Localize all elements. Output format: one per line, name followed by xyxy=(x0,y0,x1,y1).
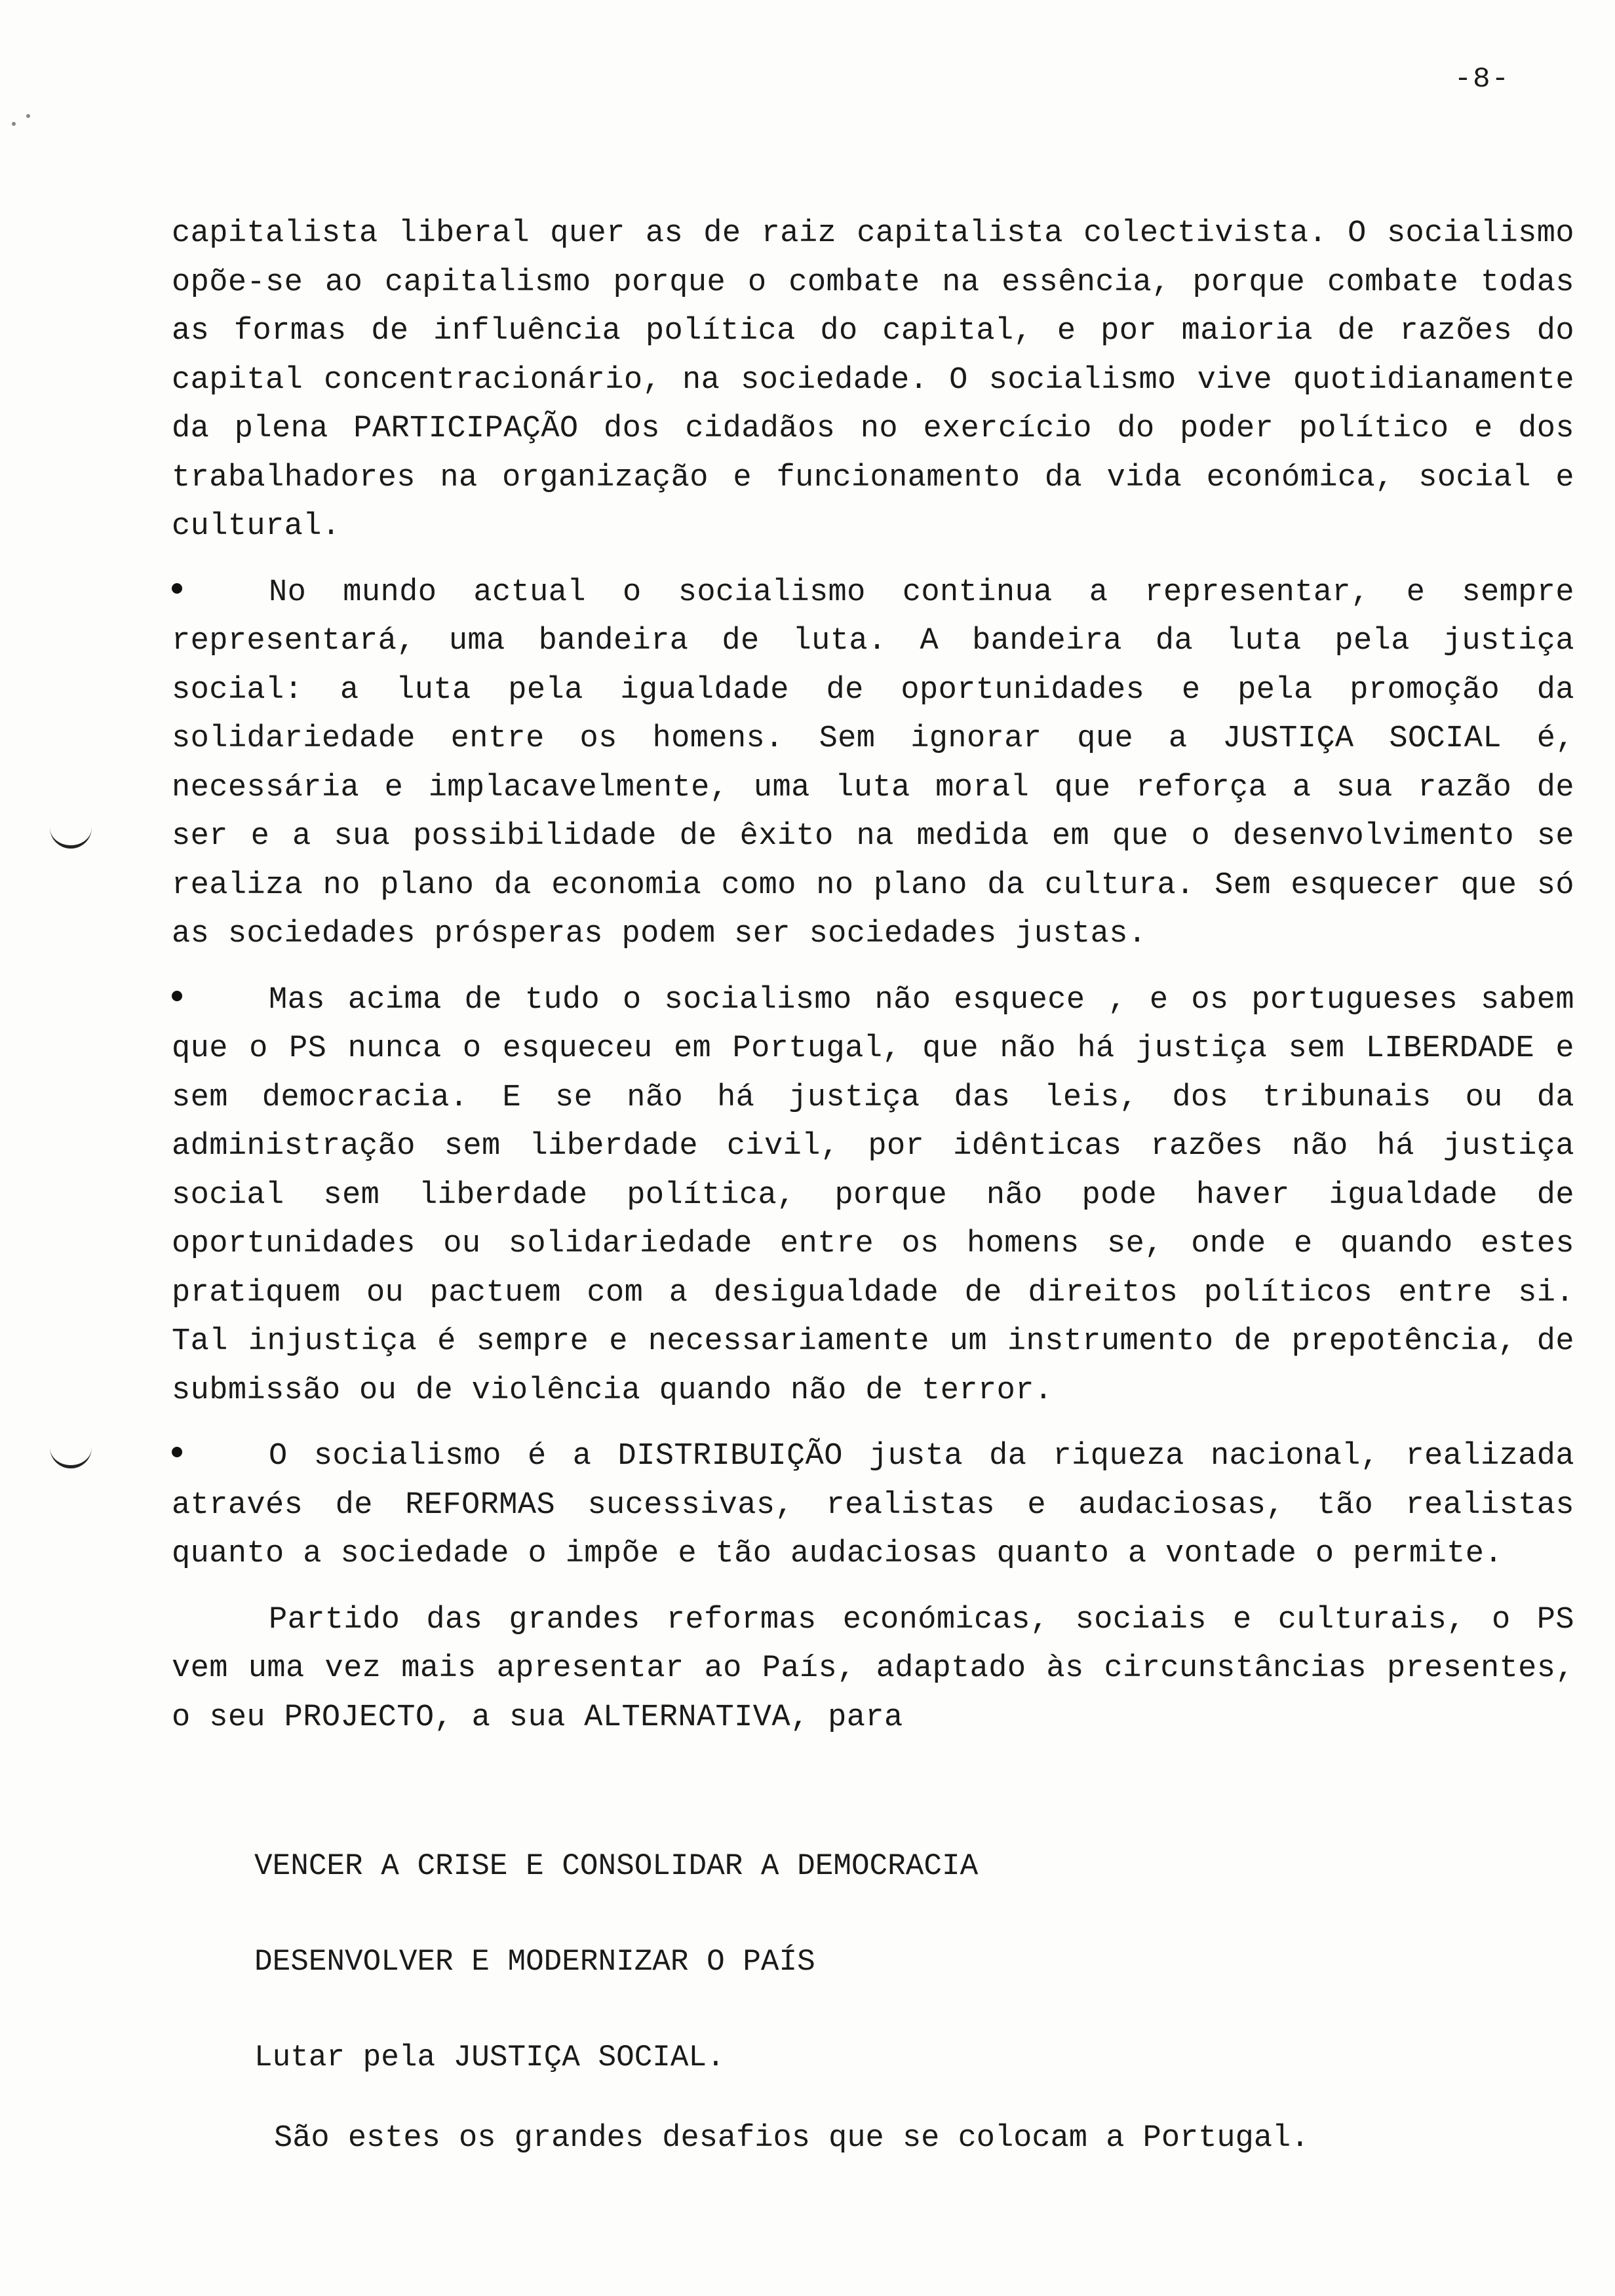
paragraph-4 xyxy=(172,1432,1574,1579)
margin-bracket-icon xyxy=(50,1442,92,1468)
closing-sentence: São estes os grandes desafios que se colocam a Portugal. xyxy=(274,2121,1310,2156)
scan-speck-icon xyxy=(26,114,30,118)
headings-list xyxy=(254,1840,1500,2127)
bullet-icon xyxy=(172,991,182,1001)
scan-speck-icon xyxy=(12,122,16,126)
body-text xyxy=(172,210,1574,1742)
heading-2: DESENVOLVER E MODERNIZAR O PAÍS xyxy=(254,1945,815,1979)
paragraph-3-text: Mas acima de tudo o socialismo não esquece , e os portugueses sabem que o PS nunca o esqueceu em Portugal, que não há justiça sem LIBERDADE e sem democracia. E se não há justiça das leis, dos tribunais ou da administração sem liberdade civil, por idênticas razões não há justiça social sem liberdade política, porque não pode haver igualdade de oportunidades ou solidariedade entre os homens se, onde e quando estes pratiquem ou pactuem com a desigualdade de direitos políticos entre si. Tal injustiça é sempre e necessariamente um instrumento de prepotência, de submissão ou de violência quando não de terror. xyxy=(172,982,1574,1408)
bullet-icon xyxy=(172,1447,182,1457)
paragraph-5: Partido das grandes reformas económicas, sociais e culturais, o PS vem uma vez mais apresentar ao País, adaptado às circunstâncias presentes, o seu PROJECTO, a sua ALTERNATIVA, para xyxy=(172,1602,1574,1735)
heading-1: VENCER A CRISE E CONSOLIDAR A DEMOCRACIA xyxy=(254,1849,979,1883)
paragraph-2 xyxy=(172,569,1574,959)
paragraph-2-text: No mundo actual o socialismo continua a representar, e sempre representará, uma bandeira de luta. A bandeira da luta pela justiça social: a luta pela igualdade de oportunidades e pela promoção da solidariedade entre os homens. Sem ignorar que a JUSTIÇA SOCIAL é, necessária e implacavelmente, uma luta moral que reforça a sua razão de ser e a sua possibilidade de êxito na medida em que o desenvolvimento se realiza no plano da economia como no plano da cultura. Sem esquecer que só as sociedades prósperas podem ser sociedades justas. xyxy=(172,575,1574,951)
paragraph-3 xyxy=(172,976,1574,1416)
page-number: -8- xyxy=(1454,63,1510,96)
heading-3: Lutar pela JUSTIÇA SOCIAL. xyxy=(254,2040,725,2075)
paragraph-4-text: O socialismo é a DISTRIBUIÇÃO justa da riqueza nacional, realizada através de REFORMAS sucessivas, realistas e audaciosas, tão realistas quanto a sociedade o impõe e tão audaciosas quanto a vontade o permite. xyxy=(172,1439,1574,1571)
paragraph-1: capitalista liberal quer as de raiz capitalista colectivista. O socialismo opõe-se ao capitalismo porque o combate na essência, porque combate todas as formas de influência política do capital, e por maioria de razões do capital concentracionário, na sociedade. O socialismo vive quotidianamente da plena PARTICIPAÇÃO dos cidadãos no exercício do poder político e dos trabalhadores na organização e funcionamento da vida económica, social e cultural. xyxy=(172,216,1574,544)
bullet-icon xyxy=(172,583,182,594)
margin-bracket-icon xyxy=(50,822,92,849)
